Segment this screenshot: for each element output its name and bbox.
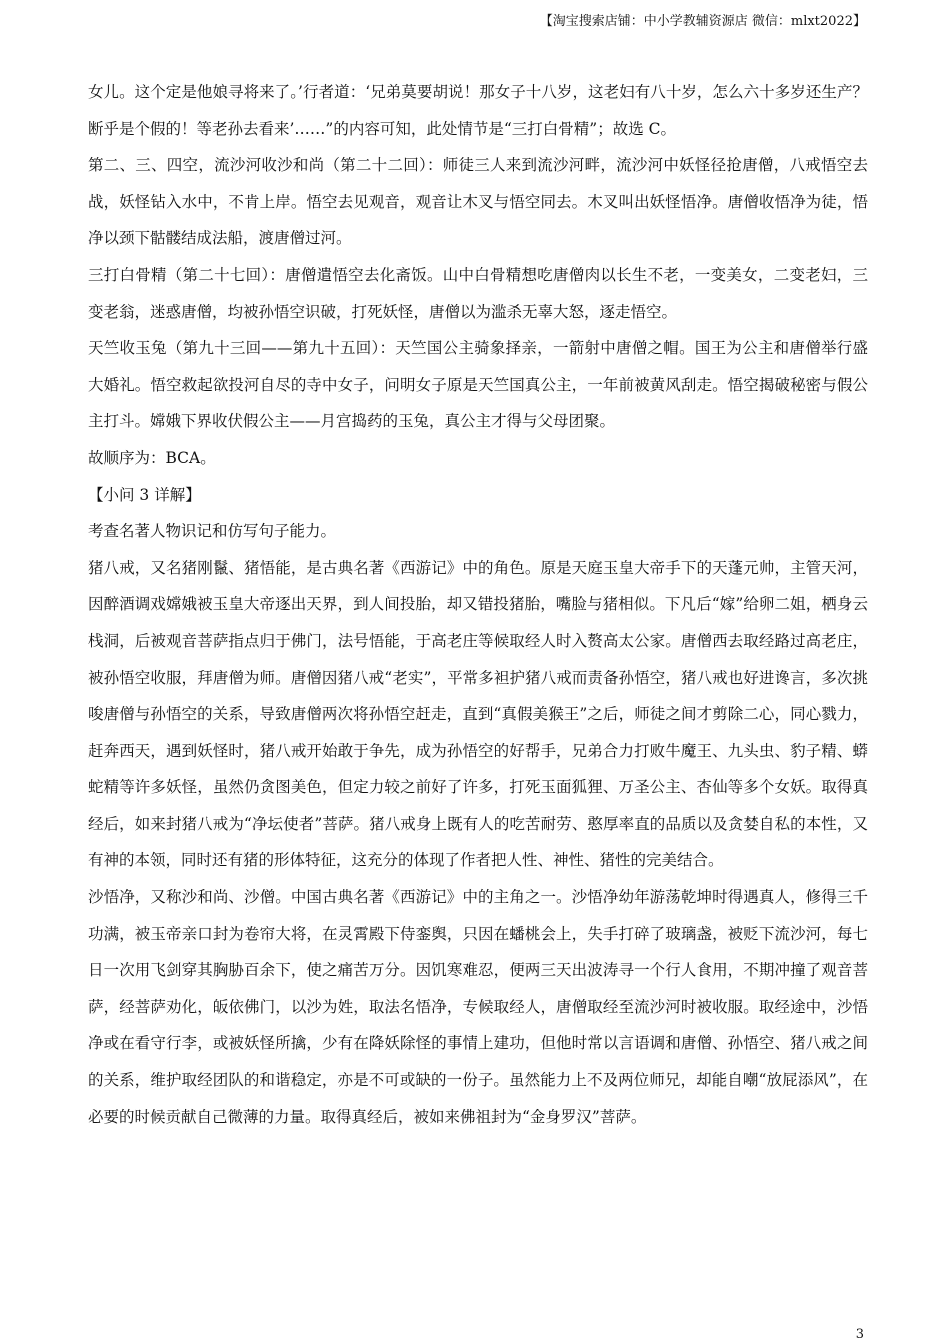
page-header: 【淘宝搜索店铺：中小学教辅资源店 微信：mlxt2022】 [539,14,866,29]
paragraph-jade-rabbit: 天竺收玉兔（第九十三回——第九十五回）：天竺国公主骑象择亲，一箭射中唐僧之帽。国王为公主和唐僧举行盛大婚礼。悟空救起欲投河自尽的寺中女子，问明女子原是天竺国真公主，一年前被黄风刮走。悟空揭破秘密与假公主打斗。嫦娥下界收伏假公主——月宫捣药的玉兔，真公主才得与父母团聚。 [88,339,868,431]
page-number: 3 [855,1327,864,1342]
document-body [88,74,868,1135]
paragraph-order: 故顺序为：BCA。 [88,448,216,467]
paragraph-zhu-bajie: 猪八戒，又名猪刚鬣、猪悟能，是古典名著《西游记》中的角色。原是天庭玉皇大帝手下的天蓬元帅，主管天河，因醉酒调戏嫦娥被玉皇大帝逐出天界，到人间投胎，却又错投猪胎，嘴脸与猪相似。下凡后“嫁”给卵二姐，栖身云栈洞，后被观音菩萨指点归于佛门，法号悟能，于高老庄等候取经人时入赘高太公家。唐僧西去取经路过高老庄，被孙悟空收服，拜唐僧为师。唐僧因猪八戒“老实”，平常多袒护猪八戒而责备孙悟空，猪八戒也好进谗言，多次挑唆唐僧与孙悟空的关系，导致唐僧两次将孙悟空赶走，直到“真假美猴王”之后，师徒之间才剪除二心，同心戮力，赶奔西天，遇到妖怪时，猪八戒开始敢于争先，成为孙悟空的好帮手，兄弟合力打败牛魔王、九头虫、豹子精、蟒蛇精等许多妖怪，虽然仍贪图美色，但定力较之前好了许多，打死玉面狐狸、万圣公主、杏仙等多个女妖。取得真经后，如来封猪八戒为“净坛使者”菩萨。猪八戒身上既有人的吃苦耐劳、憨厚率直的品质以及贪婪自私的本性，又有神的本领，同时还有猪的形体特征，这充分的体现了作者把人性、神性、猪性的完美结合。 [88,558,868,870]
section-heading: 【小问 3 详解】 [88,485,201,504]
paragraph-sha-monk: 第二、三、四空，流沙河收沙和尚（第二十二回）：师徒三人来到流沙河畔，流沙河中妖怪径抢唐僧，八戒悟空去战，妖怪钻入水中，不肯上岸。悟空去见观音，观音让木叉与悟空同去。木叉叫出妖怪悟净。唐僧收悟净为徒，悟净以颈下骷髅结成法船，渡唐僧过河。 [88,156,868,248]
paragraph-white-bone: 三打白骨精（第二十七回）：唐僧遣悟空去化斋饭。山中白骨精想吃唐僧肉以长生不老，一变美女，二变老妇，三变老翁，迷惑唐僧，均被孙悟空识破，打死妖怪，唐僧以为滥杀无辜大怒，逐走悟空。 [88,265,868,321]
paragraph-focus: 考查名著人物识记和仿写句子能力。 [88,522,337,541]
paragraph-answer-c: 女儿。这个定是他娘寻将来了。’行者道：‘兄弟莫要胡说！那女子十八岁，这老妇有八十岁，怎么六十多岁还生产？断乎是个假的！等老孙去看来’……”的内容可知，此处情节是“三打白骨精”；故选 C。 [88,83,868,138]
paragraph-sha-wujing: 沙悟净，又称沙和尚、沙僧。中国古典名著《西游记》中的主角之一。沙悟净幼年游荡乾坤时得遇真人，修得三千功满，被玉帝亲口封为卷帘大将，在灵霄殿下侍銮舆，只因在蟠桃会上，失手打碎了玻璃盏，被贬下流沙河，每七日一次用飞剑穿其胸胁百余下，使之痛苦万分。因饥寒难忍，便两三天出波涛寻一个行人食用，不期冲撞了观音菩萨，经菩萨劝化，皈依佛门，以沙为姓，取法名悟净，专候取经人，唐僧取经至流沙河时被收服。取经途中，沙悟净或在看守行李，或被妖怪所擒，少有在降妖除怪的事情上建功，但他时常以言语调和唐僧、孙悟空、猪八戒之间的关系，维护取经团队的和谐稳定，亦是不可或缺的一份子。虽然能力上不及两位师兄，却能自嘲“放屁添风”，在必要的时候贡献自己微薄的力量。取得真经后，被如来佛祖封为“金身罗汉”菩萨。 [88,888,868,1126]
